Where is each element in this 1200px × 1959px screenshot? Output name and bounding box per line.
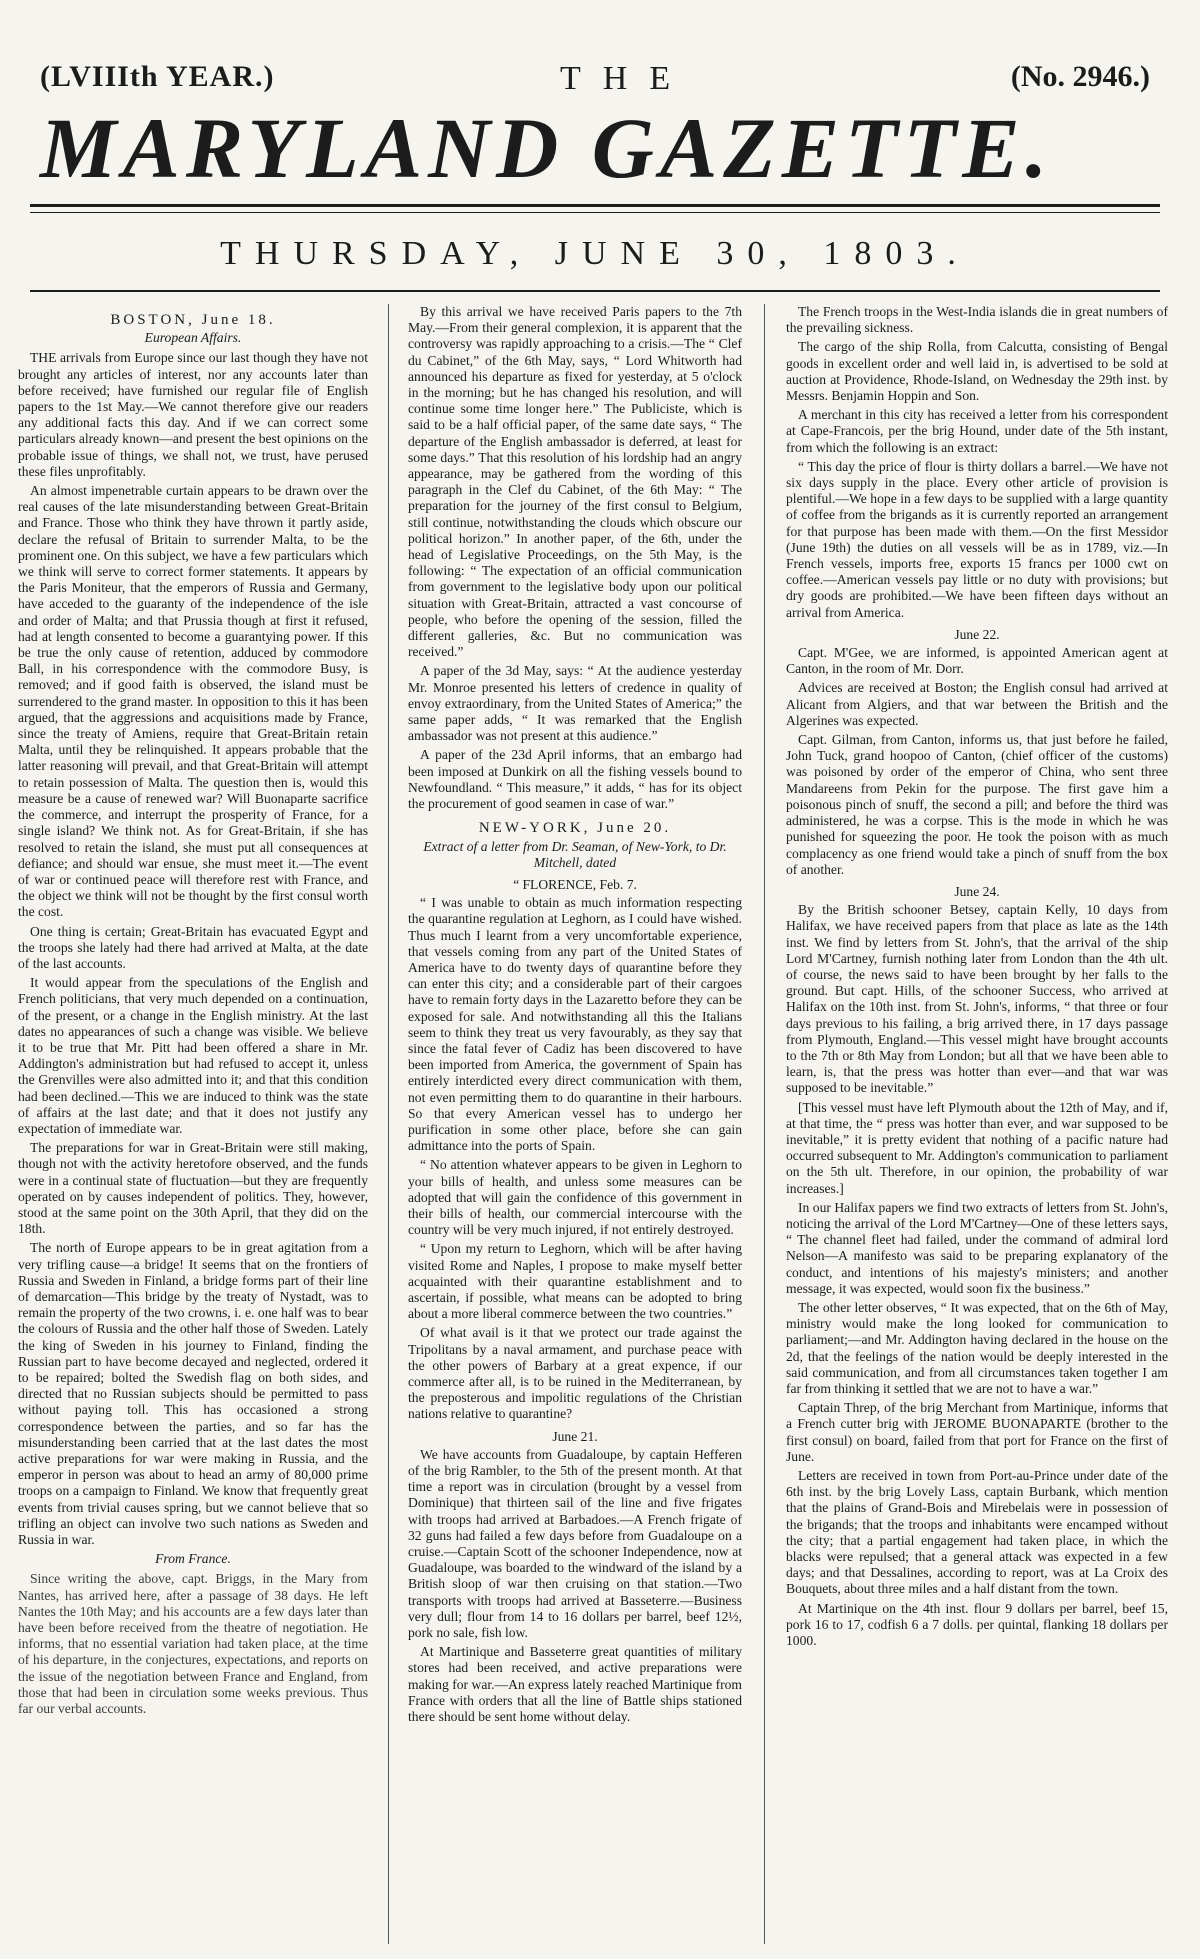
article-paragraph: “ No attention whatever appears to be given in Leghorn to your bills of health, and unless some measures can be adopted that will gain the confidence of this government in their bills of health, our commercial intercourse with the country will be very much injured, if not entirely destroyed. (408, 1157, 742, 1238)
article-paragraph: “ I was unable to obtain as much information respecting the quarantine regulation at Leghorn, as I could have wished. Thus much I learnt from a very uncomfortable experience, that vessels coming from any part of the United States of America have to do twenty days of quarantine before they can enter this city; and a considerable part of their cargoes have to remain forty days in the Lazaretto before they can be exposed for sale. And notwithstanding all this the Italians seem to think they treat us very favourably, as they say that since the fatal fever of Cadiz has been discovered to have been imported from America, the government of Spain has entirely interdicted every direct communication with them, not even permitting them to do quarantine in their harbours. So that every American vessel has to undergo her purification in some other place, before she can gain admittance into the ports of Spain. (408, 895, 742, 1154)
article-paragraph: We have accounts from Guadaloupe, by captain Hefferen of the brig Rambler, to the 5th of the present month. At that time a report was in circulation (brought by a vessel from Dominique) that thirteen sail of the line and five frigates with troops had arrived at Barbadoes.—A French frigate of 32 guns had failed a few days before from Guadaloupe on a cruise.—Captain Scott of the schooner Independence, now at Guadaloupe, was boarded to the windward of the island by a British sloop of war then cruising on that station.—Two transports with troops had arrived at Basseterre.—Business very dull; flour from 14 to 16 dollars per barrel, beef 12½, pork no sale, fish low. (408, 1446, 742, 1641)
article-paragraph: The north of Europe appears to be in great agitation from a very trifling cause—a bridge! It seems that on the frontiers of Russia and Sweden in Finland, a bridge forms part of their line of demarcation—This bridge by the treaty of Nystadt, was to remain the property of the two crowns, i. e. one half was to bear the colours of Russia and the other half those of Sweden. Lately the king of Sweden in his journey to Finland, finding the Russian part to have become decayed and neglected, ordered it to be repaired; bolted the Swedish flag on both sides, and directed that no Russian subjects should be permitted to pass without paying toll. This has occasioned a strong correspondence between the parties, and so far has the misunderstanding been carried that at the last dates the most active preparations for war were making in Russia, and the emperor in person was about to head an army of 80,000 prime troops on a campaign to Finland. We know that frequently great events from trivial causes spring, but we cannot believe that so trifling an object can involve two such nations as Sweden and Russia in war. (18, 1240, 368, 1548)
article-paragraph: At Martinique and Basseterre great quantities of military stores had been received, and active preparations were making for war.—An express lately reached Martinique from France with orders that all the line of Battle ships stationed there should be sent home without delay. (408, 1644, 742, 1725)
article-paragraph: “ This day the price of flour is thirty dollars a barrel.—We have not six days supply in the place. Every other article of provision is plentiful.—We hope in a few days to be supplied with a large quantity of coffee from the brigands as it is currently reported an arrangement for that purpose has been made with them.—On the first Messidor (June 19th) the duties on all vessels will be as in 1789, viz.—In French vessels, imports free, exports 15 francs per 1000 cwt on coffee.—American vessels pay little or no duty with provisions; but dry goods are prohibited.—We have been fifteen days without an arrival from America. (786, 458, 1168, 620)
masthead-the: THE (560, 60, 693, 97)
article-paragraph: “ Upon my return to Leghorn, which will be after having visited Rome and Naples, I propose to make myself better acquainted with their quarantine establishment and to ascertain, if possible, what means can be adopted to bring about a more liberal commerce between the two countries.” (408, 1241, 742, 1322)
article-paragraph: The French troops in the West-India islands die in great numbers of the prevailing sickness. (786, 304, 1168, 336)
date-heading: June 21. (552, 1428, 598, 1444)
article-paragraph: THE arrivals from Europe since our last though they have not brought any articles of interest, nor any accounts later than before received; have furnished our regular file of English papers to the 1st May.—We cannot therefore give our readers any additional facts this day. And if we can correct some particulars already known—and present the best opinions on the probable issue of things, we shall not, we trust, have perused these files unprofitably. (18, 350, 368, 479)
article-paragraph: A merchant in this city has received a letter from his correspondent at Cape-Francois, per the brig Hound, under date of the 5th instant, from which the following is an extract: (786, 407, 1168, 455)
article-paragraph: In our Halifax papers we find two extracts of letters from St. John's, noticing the arrival of the Lord M'Cartney—One of these letters says, “ The channel fleet had failed, under the command of admiral lord Nelson—A manifesto was said to be preparing explanatory of the conduct, and intentions of his majesty's ministers; and another message, it was expected, would soon fix the business.” (786, 1199, 1168, 1296)
article-paragraph: By this arrival we have received Paris papers to the 7th May.—From their general complexion, it is apparent that the controversy was rapidly approaching to a crisis.—The “ Clef du Cabinet,” of the 6th May, says, “ Lord Whitworth had announced his departure as fixed for yesterday, at 5 o'clock in the morning; but he has changed his resolution, and will continue some time longer here.” The Publiciste, which is said to be a half official paper, of the same date says, “ The departure of the English ambassador is deferred, at least for some days.” That this resolution of his lordship had an angry appearance, may be gathered from the wording of this paragraph in the Clef du Cabinet, of the 6th May: “ The preparation for the journey of the first consul to Belgium, still continue, notwithstanding the clouds which obscure our political horizon.” In another paper, of the 6th, under the head of Legislative Proceedings, on the 5th May, is the following: “ The expectation of an official communication from government to the legislative body upon our political situation with Great-Britain, attracted a vast concourse of people, who before the opening of the session, filled the different galleries, &c. But no communication was received.” (408, 304, 742, 660)
article-paragraph: The cargo of the ship Rolla, from Calcutta, consisting of Bengal goods in excellent order and well laid in, is advertised to be sold at auction at Providence, Rhode-Island, on Wednesday the 29th inst. by Messrs. Benjamin Hoppin and Son. (786, 339, 1168, 404)
letter-extract-heading: Extract of a letter from Dr. Seaman, of New-York, to Dr. Mitchell, dated (423, 838, 727, 870)
column-1 (18, 304, 368, 1944)
article-paragraph: The preparations for war in Great-Britain were still making, though not with the activity heretofore observed, and the funds were in a continual state of fluctuation—but they are frequently operated on by causes independent of politics. They, however, stood at the same point on the 30th April, that they did on the 18th. (18, 1140, 368, 1237)
dateline-boston: BOSTON, June 18. (110, 312, 276, 328)
article-paragraph: Capt. M'Gee, we are informed, is appointed American agent at Canton, in the room of Mr. Dorr. (786, 645, 1168, 677)
article-paragraph: An almost impenetrable curtain appears to be drawn over the real causes of the late misunderstanding between Great-Britain and France. Those who think they have thrown it partly aside, declare the refusal of Britain to surrender Malta, to be the prominent one. On this subject, we have a few particulars which we think will serve to correct former statements. It appears by the Paris Moniteur, that the emperors of Russia and Germany, have acceded to the guaranty of the independence of the isle and order of Malta; and that Prussia though at first it refused, had at length consented to become a guarantying power. If this be true the only cause of retention, adduced by commodore Ball, in his correspondence with the commodore Busy, is removed; and if good faith is observed, the island must be surrendered to the grand master. In opposition to this it has been argued, that the aggressions and acquisitions made by France, since the treaty of Amiens, require that Great-Britain retain Malta, until they be relinquished. It appears probable that the latter reasoning will prevail, and that Great-Britain will attempt to retain possession of Malta. The question then is, would this measure be a cause of renewed war? Will Buonaparte sacrifice the commerce, and interrupt the prosperity of France, for a single island? We think not. As for Great-Britain, if she has resolved to retain the island, she must put all consequences at defiance; and should war ensue, she must meet it.—The event of war or continued peace will therefore rest with France, and the object we think will not be thought by the first consul worth the cost. (18, 483, 368, 920)
title-rule-thin (30, 212, 1160, 213)
article-paragraph: [This vessel must have left Plymouth about the 12th of May, and if, at that time, the “ press was hotter than ever, and war supposed to be inevitable,” it is pretty evident that nothing of a pacific nature had occurred subsequent to Mr. Addington's communication to parliament on the 5th ult. Therefore, in our opinion, the probability of war increases.] (786, 1099, 1168, 1196)
newspaper-title: MARYLAND GAZETTE. (40, 100, 1054, 196)
letter-dateline: “ FLORENCE, Feb. 7. (513, 876, 637, 892)
date-heading: June 22. (954, 626, 1000, 642)
date-heading: June 24. (954, 883, 1000, 899)
volume-year: (LVIIIth YEAR.) (40, 60, 275, 93)
masthead-top (40, 60, 1150, 100)
article-paragraph: One thing is certain; Great-Britain has evacuated Egypt and the troops she lately had there had arrived at Malta, at the date of the last accounts. (18, 923, 368, 971)
article-paragraph: By the British schooner Betsey, captain Kelly, 10 days from Halifax, we have received papers from that place as late as the 14th inst. We find by letters from St. John's, that the arrival of the ship Lord M'Cartney, furnish nothing later from London than the 4th ult. of course, the news said to have been brought by her falls to the ground. But capt. Hills, of the schooner Success, who arrived at Halifax on the 10th inst. from St. John's, informs, “ that three or four days previous to his failing, a brig arrived there, in 17 days passage from Plymouth, England.—This vessel might have brought accounts to the 7th or 8th May from London; but all that we have been able to learn, is, that the press was hotter than ever—and that war was supposed to be inevitable.” (786, 902, 1168, 1096)
column-divider (764, 304, 765, 1944)
article-paragraph: It would appear from the speculations of the English and French politicians, that very much depended on a continuation, of the present, or a change in the English ministry. At the last dates no appearances of such a change was visible. We believe it to be true that Mr. Pitt had been offered a share in Mr. Addington's administration but had refused to accept it, unless the Grenvilles were also admitted into it; and that this condition had been declined.—This we are induced to think was the state of affairs at the last date; and that it does not justify any expectation of immediate war. (18, 975, 368, 1136)
subhead-from-france: From France. (155, 1551, 231, 1567)
column-divider (388, 304, 389, 1944)
article-paragraph: The other letter observes, “ It was expected, that on the 6th of May, ministry would make the long looked for communication to parliament;—and Mr. Addington having declared in the house on the 2d, that the feelings of the nation would be deeply interested in the said communication, and from all circumstances taken together I am far from thinking it settled that we are not to have a war.” (786, 1299, 1168, 1396)
issue-number: (No. 2946.) (1010, 60, 1150, 93)
article-paragraph: Advices are received at Boston; the English consul had arrived at Alicant from Algiers, and that war between the British and the Algerines was expected. (786, 680, 1168, 728)
date-rule (30, 290, 1160, 292)
article-paragraph: At Martinique on the 4th inst. flour 9 dollars per barrel, beef 15, pork 16 to 17, codfish 6 a 7 dolls. per quintal, flanking 18 dollars per 1000. (786, 1600, 1168, 1649)
issue-date: THURSDAY, JUNE 30, 1803. (220, 235, 970, 272)
dateline-new-york: NEW-YORK, June 20. (478, 820, 672, 837)
article-paragraph: A paper of the 23d April informs, that an embargo had been imposed at Dunkirk on all the fishing vessels bound to Newfoundland. “ This measure,” it adds, “ has for its object the procurement of good seamen in case of war.” (408, 747, 742, 812)
article-paragraph: Captain Threp, of the brig Merchant from Martinique, informs that a French cutter brig with JEROME BUONAPARTE (brother to the first consul) on board, failed from that port for France on the first of June. (786, 1400, 1168, 1464)
article-paragraph: Letters are received in town from Port-au-Prince under date of the 6th inst. by the brig Lovely Lass, captain Burbank, which mention that the plains of Grand-Bois and Mirebelais were in possession of the brigands; that the troops and inhabitants were encamped without the city; that a partial engagement had taken place, in which the blacks were repulsed; that a general attack was expected in a few days; and that Dessalines, according to report, was at La Croix des Bouquets, about three miles and a half distant from the town. (786, 1468, 1168, 1597)
article-paragraph: Capt. Gilman, from Canton, informs us, that just before he failed, John Tuck, grand hoopoo of Canton, (chief officer of the customs) was poisoned by order of the emperor of China, who sent three Mandareens from Pekin for the purpose. The first gave him a poisonous pinch of snuff, the second a pill; and before the third was administered, he was a corpse. This is the mode in which he was punished for squeezing the poor. He took the poison with as much complacency as one friend would take a pinch of snuff from the box of another. (786, 732, 1168, 877)
article-paragraph: A paper of the 3d May, says: “ At the audience yesterday Mr. Monroe presented his letters of credence in quality of envoy extraordinary, from the United States of America;” the same paper adds, “ It was remarked that the English ambassador was not present at this audience.” (408, 663, 742, 744)
article-paragraph: Of what avail is it that we protect our trade against the Tripolitans by a naval armament, and purchase peace with the other powers of Barbary at a great expence, if our commerce after all, is to be ruined in the Mediterranean, by the preposterous and impolitic regulations of the Christian nations relative to quarantine? (408, 1325, 742, 1422)
title-rule (30, 204, 1160, 207)
column-2 (408, 304, 742, 1944)
article-paragraph: Since writing the above, capt. Briggs, in the Mary from Nantes, has arrived here, after a passage of 38 days. He left Nantes the 10th May; and his accounts are a few days later than have been before received from the theatre of negotiation. He informs, that no essential variation had taken place, at the time of his departure, in the conjectures, expectations, and reports on the issue of the negotiation between France and England, from those that had been in circulation some weeks previous. Thus far our verbal accounts. (18, 1571, 368, 1717)
column-3 (786, 304, 1168, 1944)
subhead-european-affairs: European Affairs. (144, 330, 242, 346)
